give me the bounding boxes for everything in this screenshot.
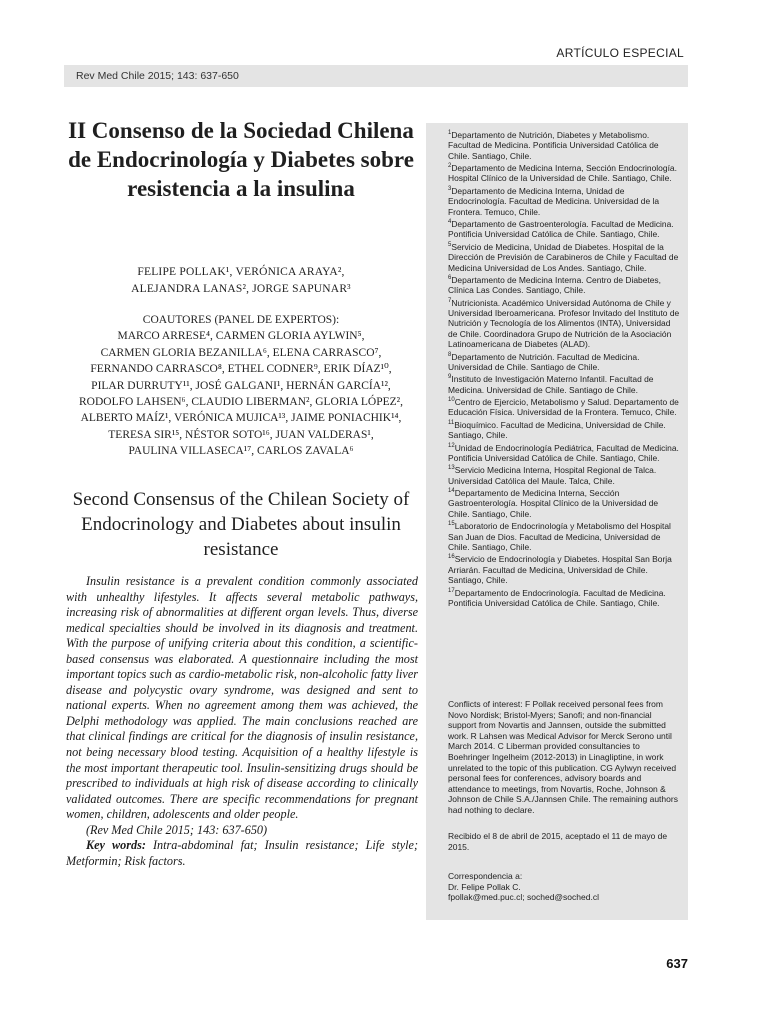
affiliation-item: [448, 441, 682, 464]
affiliation-text: Departamento de Medicina Interna. Centro de Diabetes, Clínica Las Condes. Santiago, Chile.: [448, 274, 661, 296]
affiliation-text: Departamento de Nutrición. Facultad de Medicina. Universidad de Chile. Santiago de Chile.: [448, 351, 640, 373]
affiliation-number: 4: [448, 219, 452, 226]
affiliations-sidebar: [426, 123, 688, 920]
affiliation-item: [448, 217, 682, 240]
abstract-body: Insulin resistance is a prevalent condition commonly associated with unhealthy lifestyles. It affects several metabolic pathways, increasing risk of abnormalities at different organ levels. Thus, diverse medical specialties should be involved in its diagnosis and treatment. With the purpose of unifying criteria about this condition, a scientific-based consensus was elaborated. A questionnaire including the most important topics such as cardio-metabolic risk, non-alcoholic fatty liver disease and polycystic ovary syndrome, was designed and sent to national experts. When no agreement among them was achieved, the Delphi methodology was applied. The main conclusions reached are that clinical findings are critical for the diagnosis of insulin resistance, not being necessary blood testing. Acquisition of a healthy lifestyle is the most important therapeutic tool. Insulin-sensitizing drugs should be prescribed to individuals at high risk of disease according to clinically validated outcomes. There are specific recommendations for pregnant women, children, adolescents and older people.: [66, 574, 418, 822]
affiliation-item: [448, 418, 682, 441]
keywords: [66, 838, 418, 869]
affiliation-text: Centro de Ejercicio, Metabolismo y Salud. Departamento de Educación Física. Universidad de la Frontera. Temuco, Chile.: [448, 397, 679, 418]
journal-header-bar: [64, 65, 688, 87]
keywords-list: Intra-abdominal fat; Insulin resistance; Life style; Metformin; Risk factors.: [66, 838, 418, 868]
affiliation-number: 13: [448, 465, 455, 472]
coauthor-line: PAULINA VILLASECA¹⁷, CARLOS ZAVALA⁶: [128, 445, 354, 458]
affiliation-number: 10: [448, 397, 455, 404]
coauthor-line: FERNANDO CARRASCO⁸, ETHEL CODNER⁹, ERIK DÍAZ¹⁰,: [90, 363, 392, 376]
coauthor-list: [64, 312, 418, 460]
correspondence-name: Dr. Felipe Pollak C.: [448, 881, 521, 892]
affiliation-number: 12: [448, 442, 455, 449]
coauthor-line: RODOLFO LAHSEN⁶, CLAUDIO LIBERMAN², GLORIA LÓPEZ²,: [79, 396, 403, 409]
abstract-citation: (Rev Med Chile 2015; 143: 637-650): [86, 822, 268, 837]
author-list: [64, 264, 418, 297]
coauthor-line: TERESA SIR¹⁵, NÉSTOR SOTO¹⁶, JUAN VALDERAS¹,: [108, 428, 374, 441]
affiliation-number: 17: [448, 587, 455, 594]
coauthor-line: PILAR DURRUTY¹¹, JOSÉ GALGANI¹, HERNÁN GARCÍA¹²,: [91, 379, 391, 392]
affiliation-text: Bioquímico. Facultad de Medicina, Universidad de Chile. Santiago, Chile.: [448, 419, 666, 441]
affiliation-text: Servicio Medicina Interna, Hospital Regional de Talca. Universidad Católica del Maule. Talca, Chile.: [448, 465, 657, 486]
coauthor-line: ALBERTO MAÍZ¹, VERÓNICA MUJICA¹³, JAIME PONIACHIK¹⁴,: [80, 412, 402, 425]
affiliation-item: [448, 184, 682, 217]
affiliation-item: [448, 350, 682, 373]
received-dates: Recibido el 8 de abril de 2015, aceptado el 11 de mayo de 2015.: [448, 831, 668, 852]
affiliation-number: 5: [448, 241, 452, 248]
affiliation-text: Servicio de Medicina, Unidad de Diabetes. Hospital de la Dirección de Previsión de Carabineros de Chile y Facultad de Medicina Universidad de Los Andes. Santiago, Chile.: [448, 241, 679, 273]
affiliation-item: [448, 273, 682, 296]
affiliation-item: [448, 128, 682, 161]
affiliation-number: 11: [448, 419, 455, 426]
affiliation-item: [448, 519, 682, 552]
affiliation-item: [448, 161, 682, 184]
coauthor-heading: COAUTORES (PANEL DE EXPERTOS):: [142, 314, 340, 326]
section-label: ARTÍCULO ESPECIAL: [556, 46, 684, 60]
page-number: 637: [666, 956, 688, 971]
affiliation-number: 14: [448, 488, 455, 495]
author-line: FELIPE POLLAK¹, VERÓNICA ARAYA²,: [137, 266, 345, 278]
correspondence-emails: fpollak@med.puc.cl; soched@soched.cl: [448, 892, 599, 903]
conflicts-of-interest: Conflicts of interest: F Pollak received personal fees from Novo Nordisk; Bristol-Myers; Sanofi; and non-financial support from Novartis and Jannsen, outside the submitted work. R Lahsen was Medical Advisor for Merck Serono until March 2014. C Liberman provided consultancies to Boehringer Ingelheim (2012-2013) in Linagliptine, in work unrelated to the topic of this publication. CG Aylwyn received personal fees for conferences, advisory boards and attendance to meetings, from Novartis, Roche, Johnson & Johnson de Chile S.A./Jannsen Chile. The remaining authors had nothing to declare.: [448, 699, 678, 815]
affiliation-number: 9: [448, 374, 452, 381]
coauthor-line: MARCO ARRESE⁴, CARMEN GLORIA AYLWIN⁵,: [117, 330, 365, 343]
affiliation-text: Unidad de Endocrinología Pediátrica, Facultad de Medicina. Pontificia Universidad Católica de Chile. Santiago, Chile.: [448, 442, 679, 463]
affiliation-text: Departamento de Medicina Interna, Sección Gastroenterología. Hospital Clínico de la Universidad de Chile. Santiago, Chile.: [448, 487, 659, 519]
affiliation-item: [448, 552, 682, 585]
affiliation-number: 7: [448, 297, 452, 304]
article-title-spanish: II Consenso de la Sociedad Chilena de Endocrinología y Diabetes sobre resistencia a la insulina: [68, 118, 414, 201]
affiliation-item: [448, 296, 682, 350]
correspondence: [448, 871, 682, 903]
journal-reference: Rev Med Chile 2015; 143: 637-650: [76, 70, 239, 82]
correspondence-label: Correspondencia a:: [448, 871, 523, 881]
affiliation-item: [448, 240, 682, 273]
article-title-english: Second Consensus of the Chilean Society of Endocrinology and Diabetes about insulin resistance: [72, 489, 410, 560]
affiliation-number: 3: [448, 185, 452, 192]
affiliation-text: Departamento de Endocrinología. Facultad de Medicina. Pontificia Universidad Católica de Chile. Santiago, Chile.: [448, 587, 666, 608]
affiliation-number: 6: [448, 274, 452, 281]
affiliation-text: Instituto de Investigación Materno Infantil. Facultad de Medicina. Universidad de Chile. Santiago de Chile.: [448, 374, 654, 395]
affiliation-text: Laboratorio de Endocrinología y Metabolismo del Hospital San Juan de Dios. Facultad de Medicina, Universidad de Chile. Santiago, Chile.: [448, 521, 671, 552]
affiliation-number: 15: [448, 521, 455, 528]
affiliation-list: [448, 128, 682, 608]
abstract: [66, 574, 418, 869]
affiliation-item: [448, 372, 682, 395]
affiliation-number: 1: [448, 130, 452, 136]
affiliation-item: [448, 463, 682, 486]
affiliation-text: Departamento de Gastroenterología. Facultad de Medicina. Pontificia Universidad Católica de Chile. Santiago, Chile.: [448, 218, 674, 240]
affiliation-text: Departamento de Medicina Interna, Sección Endocrinología. Hospital Clínico de la Universidad de Chile. Santiago, Chile.: [448, 162, 677, 184]
affiliation-text: Nutricionista. Académico Universidad Autónoma de Chile y Universidad Iberoamericana. Profesor Invitado del Instituto de Nutrición y Tecnología de los Alimentos (INTA), Universidad de Chile. Coordinadora Grupo de Nutrición de la Asociación Latinoamericana de Diabetes (ALAD).: [448, 297, 680, 350]
affiliation-number: 2: [448, 163, 452, 170]
affiliation-text: Departamento de Medicina Interna, Unidad de Endocrinología. Facultad de Medicina. Universidad de la Frontera. Temuco, Chile.: [448, 185, 660, 217]
affiliation-item: [448, 395, 682, 418]
affiliation-text: Servicio de Endocrinología y Diabetes. Hospital San Borja Arriarán. Facultad de Medicina, Universidad de Chile. Santiago, Chile.: [448, 554, 672, 586]
coauthor-line: CARMEN GLORIA BEZANILLA⁶, ELENA CARRASCO⁷,: [100, 346, 382, 359]
affiliation-text: Departamento de Nutrición, Diabetes y Metabolismo. Facultad de Medicina. Pontificia Universidad Católica de Chile. Santiago, Chile.: [448, 129, 659, 161]
affiliation-item: [448, 586, 682, 609]
affiliation-item: [448, 486, 682, 519]
keywords-label: Key words:: [86, 838, 146, 853]
affiliation-number: 8: [448, 351, 452, 358]
author-line: ALEJANDRA LANAS², JORGE SAPUNAR³: [131, 282, 351, 295]
affiliation-number: 16: [448, 554, 455, 561]
